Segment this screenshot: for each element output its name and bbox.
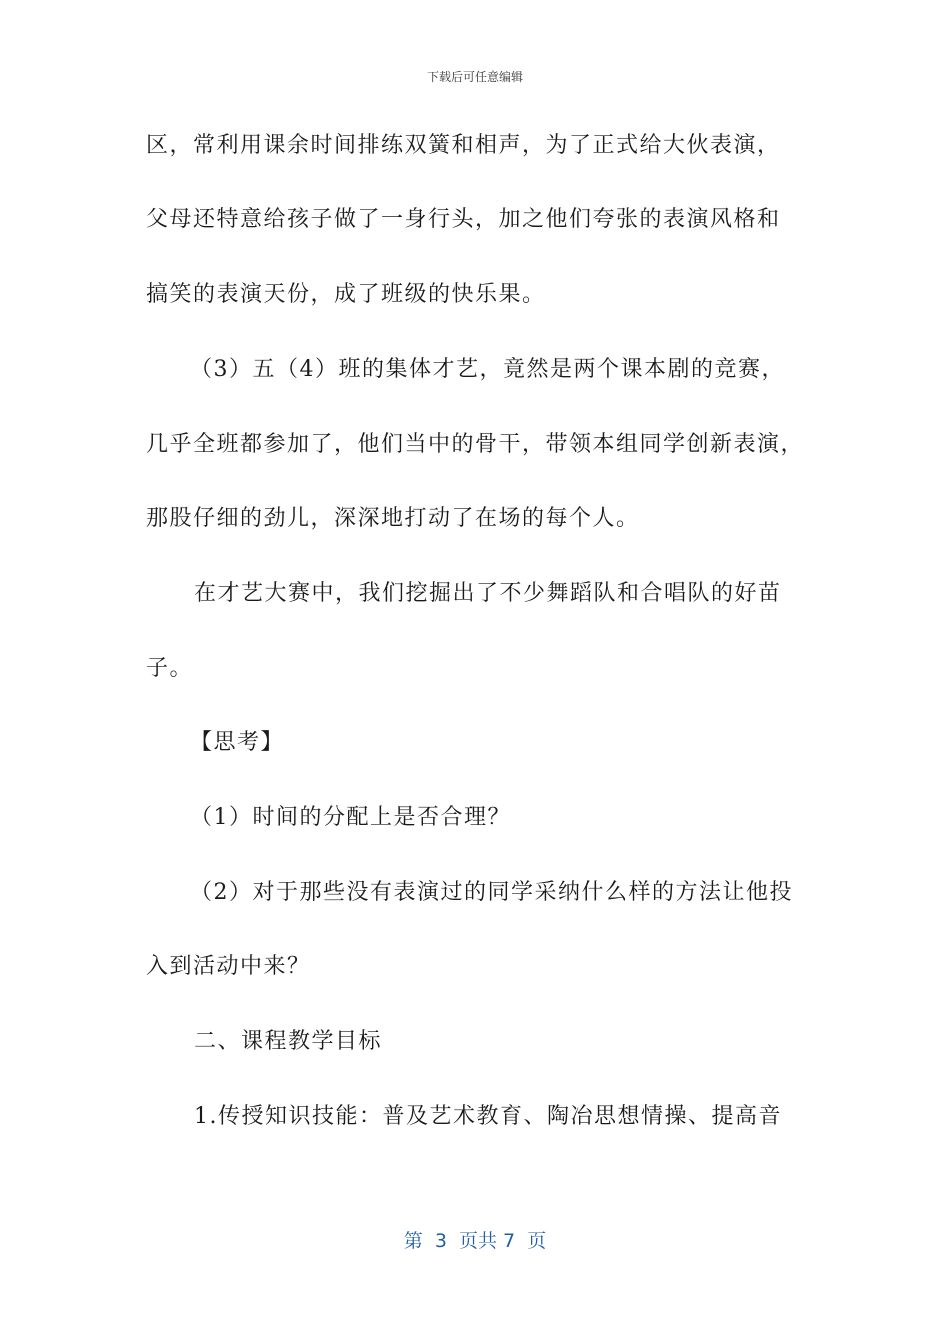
paragraph-line: 1.传授知识技能：普及艺术教育、陶冶思想情操、提高音 [194, 1104, 782, 1129]
paragraph-line: 在才艺大赛中，我们挖掘出了不少舞蹈队和合唱队的好苗 [194, 581, 782, 606]
paragraph-line: 几乎全班都参加了，他们当中的骨干，带领本组同学创新表演， [146, 432, 805, 457]
paragraph-line: 区，常利用课余时间排练双簧和相声，为了正式给大伙表演， [146, 133, 781, 158]
paragraph-line: 搞笑的表演天份，成了班级的快乐果。 [146, 282, 546, 307]
page-footer: 第 3 页共 7 页 [403, 1230, 547, 1252]
paragraph-line: 入到活动中来？ [146, 954, 311, 979]
paragraph-line: 子。 [146, 656, 194, 681]
paragraph-line: （3）五（4）班的集体才艺，竟然是两个课本剧的竞赛， [190, 357, 785, 382]
question-item: （1）时间的分配上是否合理？ [190, 805, 511, 830]
section-heading: 二、课程教学目标 [194, 1029, 383, 1054]
question-item: （2）对于那些没有表演过的同学采纳什么样的方法让他投 [190, 880, 793, 905]
section-heading: 【思考】 [190, 730, 285, 755]
page-header: 下载后可任意编辑 [426, 70, 523, 84]
paragraph-line: 那股仔细的劲儿，深深地打动了在场的每个人。 [146, 506, 640, 531]
paragraph-line: 父母还特意给孩子做了一身行头，加之他们夸张的表演风格和 [146, 207, 781, 232]
